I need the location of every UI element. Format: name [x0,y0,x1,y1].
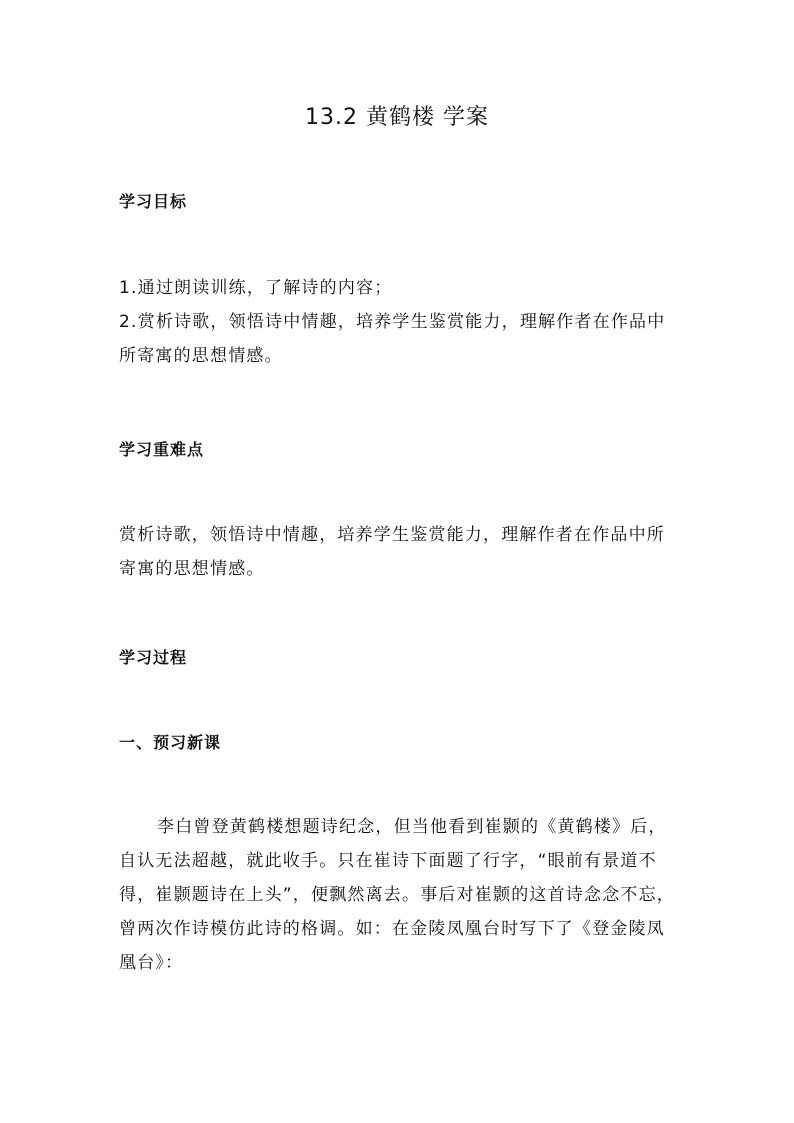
preview-line-3: 得，崔颢题诗在上头”，便飘然离去。事后对崔颢的这首诗念念不忘， [119,885,676,905]
key-points-line-1: 赏析诗歌，领悟诗中情趣，培养学生鉴赏能力，理解作者在作品中所 [119,525,665,545]
goals-line-1: 1.通过朗读训练，了解诗的内容； [119,278,393,298]
preview-paragraph [119,810,679,980]
key-points-heading: 学习重难点 [119,440,205,459]
goals-heading: 学习目标 [119,192,188,211]
preview-line-2: 自认无法超越，就此收手。只在崔诗下面题了行字，“眼前有景道不 [119,851,657,871]
preview-heading: 一、预习新课 [119,733,222,752]
key-points-paragraph [119,518,679,586]
process-heading: 学习过程 [119,648,188,667]
preview-line-1: 李白曾登黄鹤楼想题诗纪念，但当他看到崔颢的《黄鹤楼》后， [157,817,667,837]
goals-line-3: 所寄寓的思想情感。 [119,346,283,366]
preview-line-4: 曾两次作诗模仿此诗的格调。如：在金陵凤凰台时写下了《登金陵凤 [119,919,665,939]
goals-paragraph [119,271,679,373]
goals-line-2: 2.赏析诗歌，领悟诗中情趣，培养学生鉴赏能力，理解作者在作品中 [119,312,666,332]
preview-line-5: 凰台》： [119,953,184,973]
document-title: 13.2 黄鹤楼 学案 [305,105,489,130]
key-points-line-2: 寄寓的思想情感。 [119,559,265,579]
